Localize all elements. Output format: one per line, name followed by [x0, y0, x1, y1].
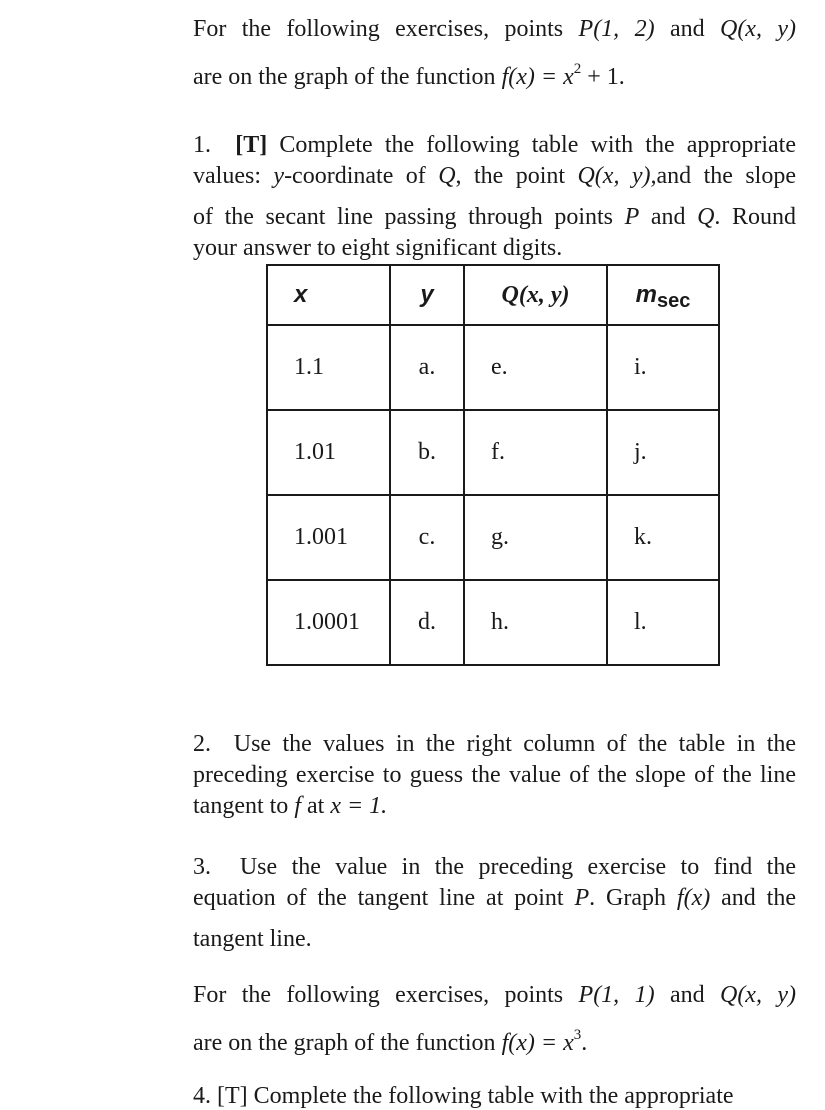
point-p: P(1, 1) [578, 982, 655, 1008]
technology-tag: [T] [235, 132, 268, 158]
text-fragment: , the point [455, 163, 578, 189]
exercise-3 [193, 854, 796, 959]
header-m: m [635, 281, 657, 308]
exercise-2 [193, 731, 796, 826]
text-fragment: Use the value in the preceding exercise to find the [239, 854, 797, 880]
header-q: Q(x, y) [464, 265, 607, 325]
text-fragment: equation of the tangent line at point [193, 885, 575, 911]
cell-q: e. [464, 325, 607, 410]
text-fragment: and the slope [656, 163, 796, 189]
table-row [267, 580, 719, 665]
exercise-number: 3. [193, 854, 211, 880]
text-fragment: values: [193, 163, 274, 189]
exercise-2-line-2 [193, 762, 796, 789]
exercise-1 [193, 132, 796, 262]
intro-paragraph-1 [193, 14, 796, 104]
exercise-1-line-1 [193, 132, 796, 159]
cell-x: 1.01 [267, 410, 390, 495]
var-q: Q [697, 204, 715, 230]
and-text: and [654, 16, 720, 42]
cell-x: 1.1 [267, 325, 390, 410]
exercise-4-cutoff [193, 1083, 796, 1109]
text-fragment: For the following exercises, points [193, 982, 579, 1008]
cell-x: 1.001 [267, 495, 390, 580]
exercise-1-line-4 [193, 235, 796, 262]
header-sub: sec [656, 290, 691, 312]
text-fragment: . [581, 1030, 588, 1056]
text-fragment: your answer to eight significant digits. [193, 235, 563, 261]
text-fragment: 4. [T] Complete the following table with the appropriate [193, 1083, 734, 1109]
text-fragment: and [654, 982, 720, 1008]
function-expression: f(x) = x [501, 1030, 574, 1056]
var-q: Q [438, 163, 456, 189]
point-q-expression: Q(x, y), [577, 163, 657, 189]
function-end: + 1. [581, 64, 625, 90]
var-y: y [273, 163, 285, 189]
cell-m: i. [607, 325, 719, 410]
text-fragment: tangent to [193, 793, 295, 819]
text-fragment: and the [710, 885, 796, 911]
text-fragment: at [300, 793, 331, 819]
function-expression: f(x) = x [501, 64, 574, 90]
text-fragment: preceding exercise to guess the value of the slope of the line [193, 762, 796, 788]
cell-y: a. [390, 325, 464, 410]
var-p: P [624, 204, 640, 230]
exercise-number: 1. [193, 132, 211, 158]
header-x: x [267, 265, 390, 325]
exponent: 2 [573, 61, 582, 77]
equation: x = 1. [330, 793, 388, 819]
exercise-number: 2. [193, 731, 211, 757]
intro-1-text: For the following exercises, points [193, 16, 579, 42]
exercise-2-line-1 [193, 731, 796, 758]
exercise-1-text: Complete the following table with the appropriate [267, 132, 796, 158]
cell-m: j. [607, 410, 719, 495]
intro-1-line-1 [193, 16, 796, 43]
intro-2-line-2 [193, 1027, 796, 1057]
table-row [267, 495, 719, 580]
intro-2-line-1 [193, 982, 796, 1009]
text-fragment: of the secant line passing through points [193, 204, 625, 230]
table-row [267, 410, 719, 495]
cell-x: 1.0001 [267, 580, 390, 665]
text-fragment: -coordinate of [284, 163, 439, 189]
header-y: y [390, 265, 464, 325]
cell-q: f. [464, 410, 607, 495]
point-q: Q(x, y) [719, 982, 796, 1008]
intro-1-line-2 [193, 61, 796, 91]
exercise-3-line-3 [193, 926, 796, 953]
cell-y: c. [390, 495, 464, 580]
exercise-3-line-2 [193, 885, 796, 912]
values-table [266, 264, 720, 666]
cell-q: h. [464, 580, 607, 665]
cell-m: l. [607, 580, 719, 665]
point-p: P(1, 2) [578, 16, 655, 42]
text-fragment: are on the graph of the function [193, 1030, 502, 1056]
cell-y: b. [390, 410, 464, 495]
exercise-3-line-1 [193, 854, 796, 881]
exercise-1-line-2 [193, 163, 796, 190]
text-fragment: tangent line. [193, 926, 312, 952]
exercise-2-line-3 [193, 793, 796, 820]
cell-m: k. [607, 495, 719, 580]
point-q: Q(x, y) [719, 16, 796, 42]
table-row [267, 325, 719, 410]
text-fragment: . Round [714, 204, 796, 230]
text-fragment: Use the values in the right column of the table in the [233, 731, 797, 757]
table-header-row [267, 265, 719, 325]
cell-q: g. [464, 495, 607, 580]
intro-1-text-2: are on the graph of the function [193, 64, 502, 90]
exponent: 3 [573, 1027, 582, 1043]
function-f: f(x) [676, 885, 711, 911]
text-fragment: . Graph [589, 885, 677, 911]
cell-y: d. [390, 580, 464, 665]
text-fragment: and [639, 204, 698, 230]
header-m-sec [607, 265, 719, 325]
var-p: P [574, 885, 590, 911]
var-f: f [294, 793, 301, 819]
exercise-1-line-3 [193, 204, 796, 231]
intro-paragraph-2 [193, 980, 796, 1070]
